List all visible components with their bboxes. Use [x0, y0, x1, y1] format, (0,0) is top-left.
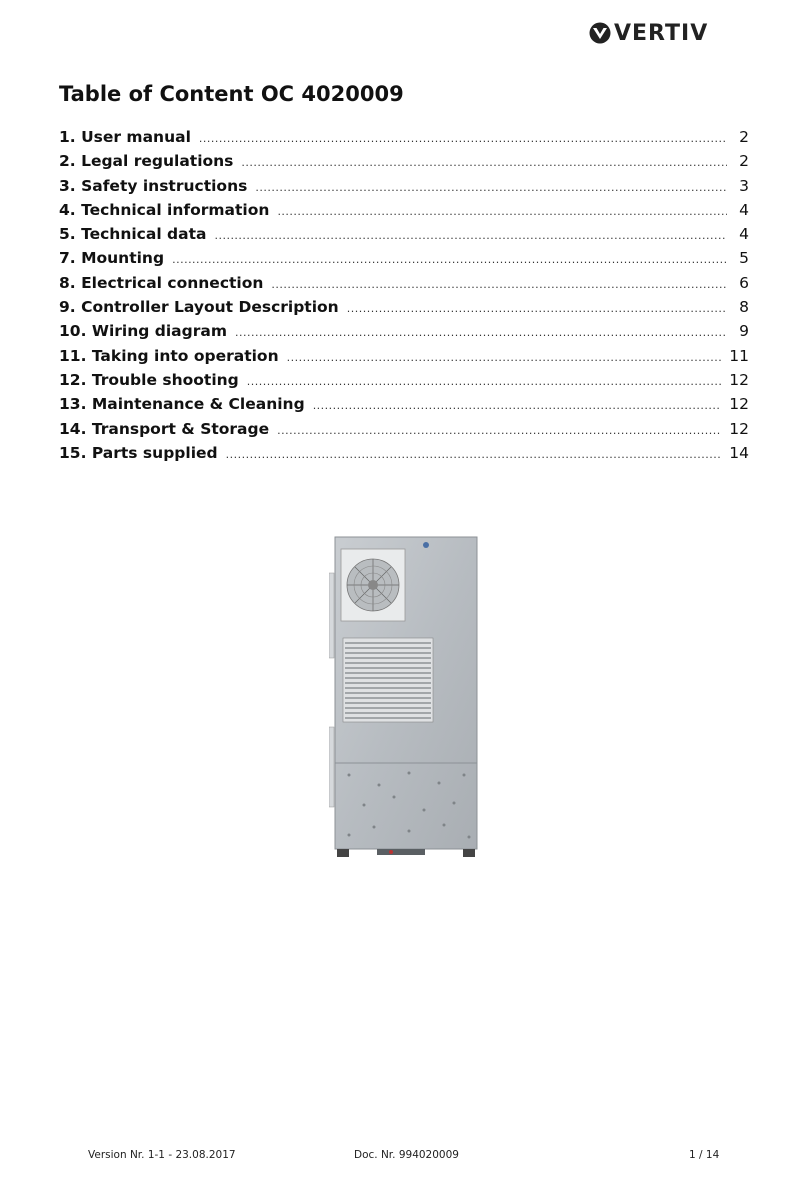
toc-entry-page: 3	[739, 176, 749, 195]
toc-entry-label: 12. Trouble shooting	[59, 370, 239, 389]
toc-entry-label: 3. Safety instructions	[59, 176, 248, 195]
toc-leader-dots	[241, 156, 727, 169]
toc-leader-dots	[287, 351, 722, 364]
toc-entry-label: 2. Legal regulations	[59, 152, 234, 171]
footer-doc-number: Doc. Nr. 994020009	[354, 1149, 459, 1161]
table-of-contents	[59, 128, 749, 468]
toc-entry-page: 12	[729, 395, 749, 414]
toc-entry-page: 12	[729, 419, 749, 438]
toc-leader-dots	[199, 132, 727, 145]
toc-entry[interactable]	[59, 152, 749, 176]
toc-entry[interactable]	[59, 298, 749, 322]
toc-entry-page: 14	[729, 443, 749, 462]
toc-entry-label: 7. Mounting	[59, 249, 165, 268]
toc-entry-page: 2	[739, 128, 749, 146]
toc-entry-label: 5. Technical data	[59, 225, 207, 244]
footer-version: Version Nr. 1-1 - 23.08.2017	[88, 1149, 236, 1161]
toc-leader-dots	[247, 375, 721, 388]
toc-leader-dots	[277, 205, 727, 218]
toc-entry-label: 11. Taking into operation	[59, 346, 279, 365]
toc-entry[interactable]	[59, 274, 749, 298]
toc-entry-page: 12	[729, 370, 749, 389]
brand-logo	[588, 18, 708, 48]
toc-entry-label: 14. Transport & Storage	[59, 419, 270, 438]
toc-entry-page: 6	[739, 273, 749, 292]
toc-leader-dots	[271, 278, 727, 291]
toc-entry-label: 1. User manual	[59, 128, 191, 146]
toc-entry[interactable]	[59, 444, 749, 468]
toc-entry-label: 9. Controller Layout Description	[59, 298, 339, 317]
toc-entry[interactable]	[59, 395, 749, 419]
toc-entry-label: 10. Wiring diagram	[59, 322, 227, 341]
toc-leader-dots	[226, 448, 722, 461]
toc-entry-page: 4	[739, 225, 749, 244]
product-photo	[329, 535, 479, 860]
toc-leader-dots	[313, 399, 722, 412]
toc-entry-label: 8. Electrical connection	[59, 273, 264, 292]
toc-entry[interactable]	[59, 128, 749, 152]
toc-leader-dots	[214, 229, 727, 242]
toc-leader-dots	[277, 424, 721, 437]
toc-entry[interactable]	[59, 177, 749, 201]
toc-entry-page: 9	[739, 322, 749, 341]
toc-entry-page: 8	[739, 298, 749, 317]
toc-leader-dots	[172, 253, 727, 266]
toc-entry-page: 4	[739, 200, 749, 219]
toc-entry-label: 15. Parts supplied	[59, 443, 218, 462]
toc-entry[interactable]	[59, 420, 749, 444]
toc-entry-page: 11	[729, 346, 749, 365]
vertiv-v-logo-icon	[588, 22, 612, 44]
toc-entry[interactable]	[59, 201, 749, 225]
toc-entry[interactable]	[59, 347, 749, 371]
toc-leader-dots	[235, 326, 727, 339]
toc-entry-label: 4. Technical information	[59, 200, 270, 219]
toc-entry[interactable]	[59, 249, 749, 273]
toc-entry-page: 2	[739, 152, 749, 171]
toc-entry[interactable]	[59, 225, 749, 249]
page-title: Table of Content OC 4020009	[59, 82, 404, 106]
toc-entry-label: 13. Maintenance & Cleaning	[59, 395, 305, 414]
toc-entry[interactable]	[59, 371, 749, 395]
toc-entry[interactable]	[59, 322, 749, 346]
toc-entry-page: 5	[739, 249, 749, 268]
toc-leader-dots	[347, 302, 727, 315]
footer-page-number: 1 / 14	[689, 1149, 720, 1161]
brand-name: VERTIV	[614, 20, 709, 46]
toc-leader-dots	[255, 181, 727, 194]
